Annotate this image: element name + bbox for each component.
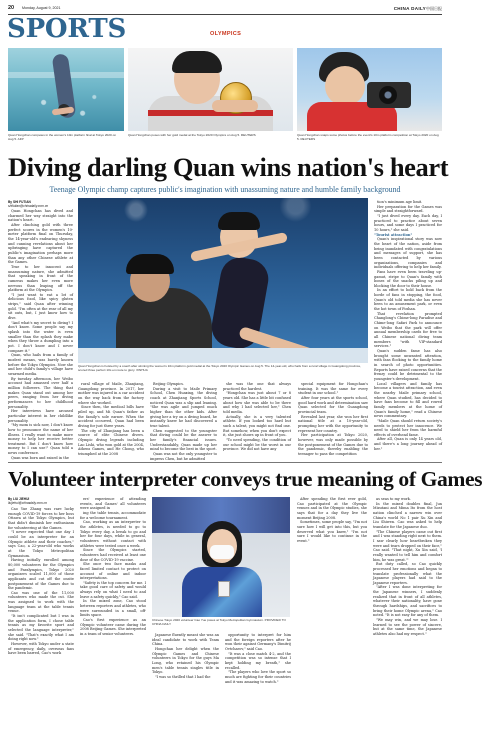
story2-col-1 <box>8 507 74 740</box>
paragraph: "I never expected that one day I could be an interpreter for an Olympic athlete and their coaches," says Cao, a 22-year-old who works at the Tokyo Metropolitan Gymnasium. <box>8 530 74 558</box>
paragraph: That revelation prompted Changlong's Chime-long Paradise and Chime-long Safari Park to announce on Weibo that the park will offer annual membership cards for free to all Chinese national diving team members "with VIP-standard services." <box>374 311 442 349</box>
athlete-hair <box>172 51 222 73</box>
paragraph: Hongchan her delight when the Olympic Games and Chinese volunteers in Tokyo for the guys Ma Long, who retained his Olympic men's table tennis singles title in Tokyo. <box>152 646 219 675</box>
photo-camera <box>297 48 442 131</box>
story1-col-6 <box>374 200 442 458</box>
story2-col-6 <box>373 497 442 740</box>
paragraph: "It isn't complicated but I was in the application form, I chose table tennis as my favorite sport and selected the language interpreter," she said. "That's exactly what I am doing right now." <box>8 614 74 642</box>
photo-diver-underwater <box>8 48 124 131</box>
paper-mark: 中国日报 <box>426 5 442 11</box>
coach-cap <box>126 254 174 274</box>
paragraph: ing the table tennis, accommodate for a welcome tournament. <box>80 510 146 520</box>
byline-name-2: By LIU JIEHUI <box>8 497 30 501</box>
hands <box>212 100 258 112</box>
camera-lens <box>379 86 397 104</box>
byline-email-2: liujiehui@chinadaily.com.cn <box>8 501 47 506</box>
page-date: Monday, August 9, 2021 <box>22 6 61 10</box>
photo-caption-volunteer: Chinese Tokyo 2020 volunteer Cao Yue poses at Tokyo Metropolitan Gymnasium. PROVIDED TO CHINA DAILY <box>152 618 286 626</box>
paragraph: Cao was one of the 11,000 volunteers who made the cut. She was assigned to work with the language team at the table tennis venue. <box>8 590 74 614</box>
paragraph: After all, Quan is only 14 years old, and there's a long journey ahead of her." <box>374 437 442 451</box>
paragraph: The city of Zhanjiang has been a source of elite Chinese divers. Olympic diving legends including Lao Lishi, who won gold at the 2004, Athens Games, and He Chong, who triumphed at the 2008 <box>78 428 144 456</box>
paragraph: Cao Yue Zhang was rare lucky enough COVID-19 forces to her boss Ottawa at the Tokyo Olympics, but that didn't diminish her enthusiasm for volunteering at the Games. <box>8 507 74 530</box>
paragraph: "It was a close match 4-2, and the competition was so intense that I kept holding my breath," she recalled. <box>225 651 291 670</box>
paragraph: "The Chinese players came out first and I was standing right next to them. I saw clearly how heartbroken they were and tears dropped on their face," Cao said. "That night, Xu Xin said, 'I really wanted to tell him and comfort him, he was great.'" <box>373 529 442 562</box>
byline-1 <box>8 200 73 208</box>
byline-name-1: By SHI FUTIAN <box>8 200 31 204</box>
volunteer-mask <box>210 545 234 559</box>
byline-email-1: shifutian@chinadaily.com.cn <box>8 204 49 209</box>
story1-col-5 <box>298 382 368 458</box>
paragraph: "Hongchan was just about 7 or 8 years old. She has a little bit confused about how she was able to be there and why I had selected her," Chen told media. <box>223 391 291 414</box>
paragraph: "Safety is the top concern for me. I take good care of safety and would always rely on what I need to and leave a safety quickly," Cao said. <box>80 580 146 599</box>
paragraph: she was the one that always practiced the hardest. <box>223 382 291 391</box>
section-tag: OLYMPICS <box>210 31 242 37</box>
story-divider <box>8 462 442 463</box>
paragraph: During a visit to Maile Primary School, Chen Huaxing, the diving coach at Zhanjiang Sports School, noticed Quan was a slip and leaning. "She was agile and jumped much higher than the other kids. After giving her a try on a diving board, he instantly knew he had discovered a true talent. <box>150 386 217 428</box>
photo-gold-medal <box>128 48 293 131</box>
paragraph: "My mom is sick now, I don't know how to pronounce the name of her illness. I really want to make more money to help her receive better treatment. But I don't know how money to I can use!" Quan told a news conference. <box>8 423 73 456</box>
paragraph: Her interviews have aroused particular interest in her childlike personality. <box>8 409 73 423</box>
photo-caption-1: Quan Hongchan competes in the women's 10m platform final at Tokyo 2020 on Aug 5. AFP <box>8 133 117 141</box>
paragraph: In an effort to hold back from the horde of fans in stopping, the food, Quan's old told media she has never been to an amusement park, or even the hot town of Foshan. <box>374 288 442 312</box>
paragraph: Quan's sudden fame has also brought some unwanted attention, with fans flocking to the family home in search of photo opportunities. Reports have raised concerns that the frenzy could be detrimental to the youngster's development. <box>374 349 442 381</box>
athlete-face-3 <box>325 66 365 106</box>
volunteer-badge <box>218 581 230 597</box>
paragraph: ers' experience of attending events, and Games' all volunteers were assigned in <box>80 497 146 511</box>
paragraph: Fans have even been traveling up-gamut, stripe to Quan's family with bones of the snacks piling up and blocking the door to their house. <box>374 269 442 288</box>
photo-caption-2: Quan Hongchan poses with her gold medal at the Tokyo 2020 Olympics on Aug 5. REUTERS <box>128 133 256 137</box>
page-number: 20 <box>8 5 15 11</box>
paragraph: "We may win, and we may lose. I learned to see the power of sincere, but at the same time, the Japanese athletes also had my respect." <box>373 618 442 637</box>
paragraph: After clinching gold with three perfect scores in the women's 10-meter platform final on Thursday, the 14-year-old's endearing shyness and cunning revelations about her upbringing have captured the public's imagination perhaps more than any other Chinese athlete at the Games. <box>8 222 73 265</box>
paragraph: opportunity to interpret for him and the foreign reporters after he won their against Germany's Dimitrij Ovtcharov," said Cao. <box>225 633 291 651</box>
paragraph: Quan's inspirational story was now the heart of the nation, aside from being inundated with congratulations and messages of support, she has been contacted by various organizations, companies and individuals offering to help her family. <box>374 237 442 270</box>
paragraph: Since then, the medical bills have piled up, and Mi Quan's father as the family's sole earner. When the accident occurred, Quan had been diving for just three years. <box>78 405 144 428</box>
paragraph: Quan Hongchan has dived and charmed her way straight into the nation's heart. <box>8 209 73 223</box>
story1-col-3 <box>150 382 217 461</box>
athlete-hair-main <box>218 212 260 230</box>
paragraph: By tuesday afternoon, her Weibo account had amassed over half a million followers. The thing that makes Quan stand out among her peers, ranging from her diving performances to her childhood personality. <box>8 376 73 409</box>
story2-col-5 <box>297 497 367 740</box>
photo-coach-hoist <box>78 198 368 363</box>
paragraph: rural village of Maile, Zhanjiang, Guangdong province. In 2017, her mother was injured in a car accident on the way back from the factory where she worked. <box>78 382 144 405</box>
photo-volunteer <box>152 497 290 617</box>
paragraph: "I just want to eat a lot of delicious food, like spicy gluten strips," said Quan after winning gold. "I'm often at the rear of all my sit outs, but, I just know how to dive. <box>8 292 73 321</box>
paragraph: "Maile Quan should return society's needs to protect her innocence. We need to shield her from the harmful effects of overhead fame. <box>374 418 442 437</box>
story1-col-1 <box>8 209 73 460</box>
paragraph: Quan was born and raised in the <box>11 455 69 460</box>
paragraph: Chen suggested to the youngster that diving could be the answer to her family's financial issues. Understandably, Quan made up her mind to become the best in the sport. <box>150 428 217 452</box>
story2-col-3 <box>152 633 219 740</box>
paragraph: "After I was done interpreting for the Japanese winners, I suddenly realized that in front of all athletes, whatever their nationality, have gone through hardships, and sacrifices to bring their home Olympic arena," Cao noted. "It is not easy for any of them. <box>373 585 442 618</box>
paragraph: "I was so thrilled that I had the <box>155 674 211 679</box>
paragraph: as seas to my work. <box>376 497 411 501</box>
paragraph: After four years at the sports school, good hard work and determination saw Quan selected for the Guangdong provincial team. <box>298 395 368 414</box>
paragraph: Her preparation for the Games was simple and straightforward. <box>374 204 442 214</box>
paragraph: She once two face masks and faced limited contact to protect on account of online and indoor interpretations. <box>80 562 146 581</box>
paragraph: special equipment for Hongchan's training. It was the same for every student in our school." <box>298 382 368 396</box>
paragraph: "To need spending, the condition of our school might be the worst in our province. We did not have any <box>223 437 291 452</box>
photo-caption-3: Quan Hongchan snaps some photos before the event's 10m platform competition at Tokyo 2020 on Aug 5. REUTERS <box>297 133 439 141</box>
paragraph: Having initially enrolled among 80,000 volunteers for the Olympics and Paralympics, Tokyo 2020 organizers scaled 11,000 of those applicants and cut off the onsite postponement of the Games due to the pandemic. <box>8 558 74 591</box>
paragraph: But duty called, so Cao quickly processed her emotions and began to translate professionally what the Japanese players had said to the Japanese reporters. <box>373 562 442 585</box>
paragraph: Her participation at Tokyo 2020, however, was only made possible by the postponement of the Games due to the pandemic, thereby enabling the teenager to pass the competition <box>298 433 368 456</box>
paragraph: After spending the first ever gold, Cao participated at the Olympic venues and in the Olympic studies, she says that for a day they live the moment Beijing 2008. <box>297 497 367 520</box>
paragraph: However, with Tokyo under a state of emergency, daily, overseas fans have been barred, Cao's work <box>8 642 74 656</box>
paragraph: "I just dived every day. Each day, I practiced to practice about seven hours, and some days I practiced for 10 hours," she said. <box>374 213 442 232</box>
story1-col-4 <box>223 382 291 458</box>
paragraph: Revealed last year, she won her first national title at a 10-year-old, prompting her with the opportunity to represent her country. <box>298 414 368 433</box>
byline-2 <box>8 497 74 505</box>
paragraph: "And what's my secret to diving? I don't know. Some people say my splash into the water is even smaller than the splash they make when they throw a dumpling into a pot. I don't know and I never compare it." <box>8 320 73 353</box>
paragraph: True to her innocent and unassuming nature, she admitted that speaking in front of the cameras makes her even more nervous than leaping off the platform at the Olympics. <box>8 264 73 293</box>
paragraph: Quan, who hails from a family of modest means, was barely known before the Tokyo Olympics. Now she and her child's family's village have swarmed media. <box>8 353 73 376</box>
story1-col-2 <box>78 382 144 458</box>
bubbles <box>28 88 106 124</box>
paragraph: Actually, she is a very talented athlete. If you looked too hard but such a talent, you might not find one. But somehow, when you don't expect it, she just shows up in front of you. <box>223 414 291 438</box>
story2-col-4 <box>225 633 291 740</box>
paragraph: Beijing Olympics. <box>153 382 185 386</box>
story2-col-2 <box>80 497 146 740</box>
paragraph: Sometimes, some people say, "I'm not sure how I will get into this, but you deserved what you knew," "I'm not sure I would like to continue in the event." <box>297 520 367 543</box>
pool-edge <box>78 348 368 363</box>
headline-2: Volunteer interpreter conveys true meaning of Games <box>8 467 482 491</box>
paragraph: Cao, working as an interpreter to the athletes, is needed to go to Tokyo every day, a break to go and her for four days, while in general, volunteers without contact with athletes were tested once a week. <box>80 520 146 548</box>
paragraph: In the mixed zone, Cao stood between reporters and athletes, who were surrounded in a small, off-limits space. <box>80 599 146 618</box>
photo-caption-main: Quan Hongchan is hoisted by a coach after winning the women's 10m platform gold medal at the Tokyo 2020 Olympic Games on Aug 5. The 14-year-old, who hails from a rural village in Guangdong province, scored three perfect 10s en route to glory. XINHUA <box>78 364 362 372</box>
paragraph: Quan was not the only youngster to impress Chen, but he admitted <box>150 451 217 461</box>
paragraph: Japanese fluently meant she was an ideal candidate to work with Team China. <box>152 633 219 647</box>
paragraph: Since the Olympics started, volunteers had received at least one dose of the COVID-19 vaccine. <box>80 548 146 562</box>
paragraph: "The players who love the sport so much are fighting for their countries and it was amazing to watch." <box>225 670 291 684</box>
headline-1: Diving darling Quan wins nation's heart <box>8 152 449 182</box>
paragraph: Cao's first experience as an Olympic volunteer came during the 2008 Beijing Games. She interpreted in a team of senior volunteers. <box>80 618 146 637</box>
paragraph: In the mixed doubles final, Jun Mizutani and Mima Ito from the host nation clinched a narrow win over China's world No 1 pair Xu Xin and Liu Shiwen. Cao was asked to help translate for the Japanese duo. <box>373 501 442 529</box>
subheading: "Tourist attraction" <box>374 232 413 237</box>
section-title: SPORTS <box>7 14 127 44</box>
paragraph: tion's minimum age limit. <box>377 200 423 204</box>
paragraph: Local villagers and family has become a tourist attraction, and even the nearby Maile primary school, where Quan studied, has decided to have fans become to fill and rowed family members at the home of Quan's family home," read a Chinese news commentary. <box>374 381 442 419</box>
paper-name: CHINA DAILY <box>393 5 426 11</box>
subhead-1: Teenage Olympic champ captures public's imagination with unassuming nature and humble family background <box>49 185 401 194</box>
page-header <box>8 5 442 13</box>
